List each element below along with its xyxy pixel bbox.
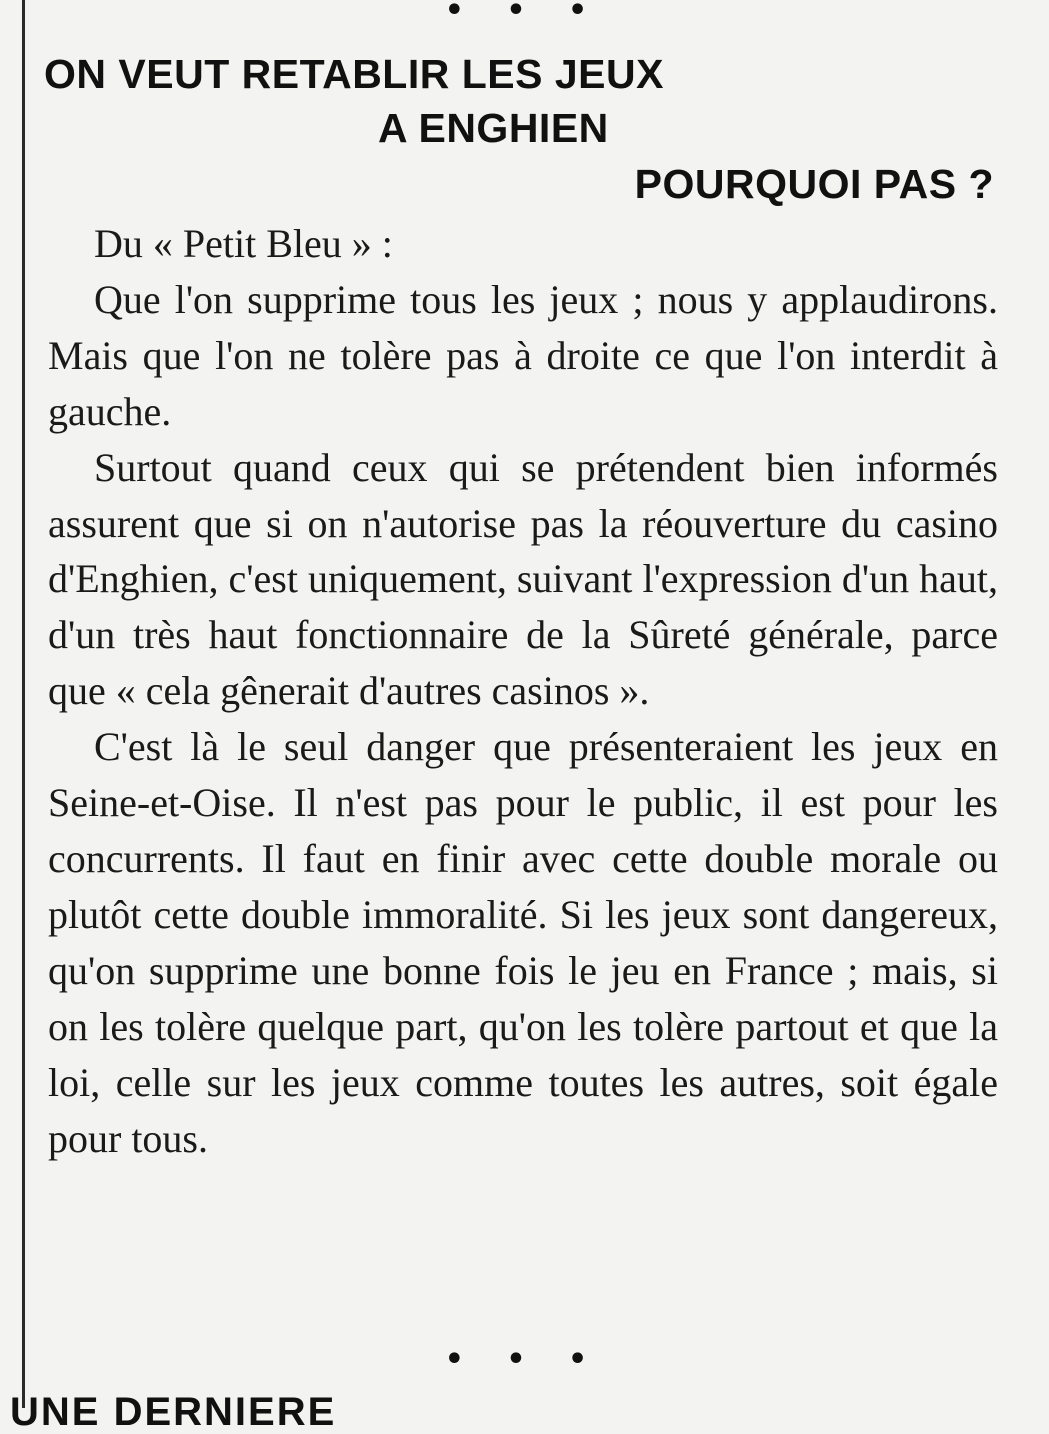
headline-line-3: POURQUOI PAS ? [634,161,994,207]
article [44,0,1004,1408]
article-body [48,216,998,1166]
headline-line-2: A ENGHIEN [378,105,609,151]
source-attribution: Du « Petit Bleu » : [94,221,393,266]
column-rule [22,0,25,1408]
top-ornament: • • • [444,0,604,28]
headline-line-1: ON VEUT RETABLIR LES JEUX [44,51,664,97]
paragraph-3: C'est là le seul danger que présenteraient les jeux en Seine-et-Oise. Il n'est pas pour le public, il est pour les concurrents. Il faut en finir avec cette double morale ou plutôt cette double immoralité. Si les jeux sont dangereux, qu'on supprime une bonne fois le jeu en France ; mais, si on les tolère quelque part, qu'on les tolère partout et que la loi, celle sur les jeux comme toutes les autres, soit égale pour tous. [48,724,998,1161]
paragraph-1: Que l'on supprime tous les jeux ; nous y applaudirons. Mais que l'on ne tolère pas à droite ce que l'on interdit à gauche. [48,276,998,434]
bottom-ornament: • • • [444,1342,604,1377]
paragraph-2: Surtout quand ceux qui se prétendent bien informés assurent que si on n'autorise pas la réouverture du casino d'Enghien, c'est uniquement, suivant l'expression d'un haut, d'un très haut fonctionnaire de la Sûreté générale, parce que « cela gênerait d'autres casinos ». [48,444,998,714]
next-article-heading-fragment: UNE DERNIERE [10,1390,337,1434]
